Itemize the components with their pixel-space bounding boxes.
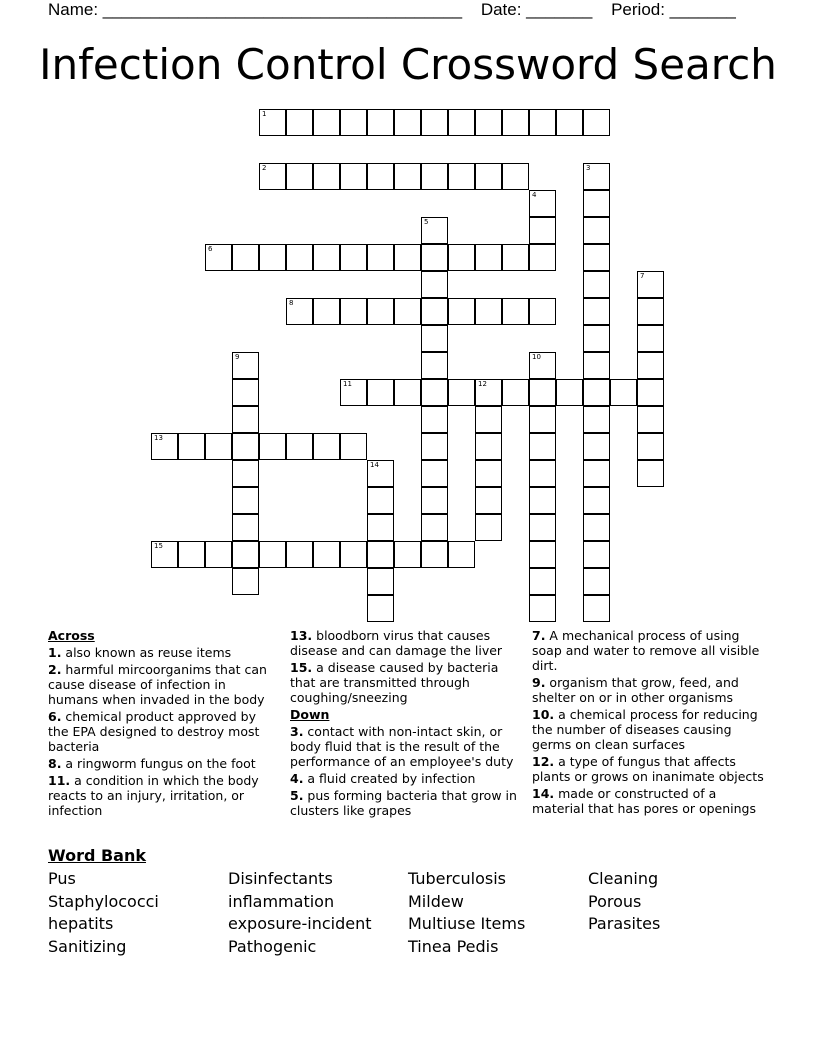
clue-number: 5 bbox=[424, 218, 429, 226]
crossword-cell[interactable] bbox=[583, 190, 610, 217]
crossword-cell[interactable] bbox=[367, 298, 394, 325]
word-bank-column bbox=[48, 868, 228, 958]
crossword-cell[interactable] bbox=[232, 379, 259, 406]
crossword-cell[interactable] bbox=[367, 244, 394, 271]
crossword-cell[interactable] bbox=[529, 541, 556, 568]
word-bank-word: Staphylococci bbox=[48, 891, 159, 911]
word-bank-word: Mildew bbox=[408, 891, 464, 911]
header bbox=[48, 0, 750, 20]
crossword-cell[interactable] bbox=[313, 298, 340, 325]
crossword-cell[interactable] bbox=[394, 244, 421, 271]
crossword-cell[interactable] bbox=[286, 109, 313, 136]
crossword-cell[interactable] bbox=[529, 568, 556, 595]
crossword-cell[interactable] bbox=[421, 244, 448, 271]
crossword-cell[interactable] bbox=[637, 460, 664, 487]
crossword-cell[interactable] bbox=[232, 433, 259, 460]
crossword-cell[interactable] bbox=[475, 406, 502, 433]
crossword-cell[interactable] bbox=[502, 109, 529, 136]
clue-item bbox=[48, 709, 276, 754]
clue-item-text: made or constructed of a material that has pores or openings bbox=[532, 786, 756, 816]
clue-item-text: chemical product approved by the EPA designed to destroy most bacteria bbox=[48, 709, 260, 754]
clue-item bbox=[48, 662, 276, 707]
crossword-cell[interactable] bbox=[232, 487, 259, 514]
clue-item bbox=[290, 660, 518, 705]
word-bank-word: Disinfectants bbox=[228, 869, 333, 888]
crossword-cell[interactable] bbox=[421, 460, 448, 487]
crossword-cell[interactable] bbox=[394, 541, 421, 568]
clue-item bbox=[48, 773, 276, 818]
crossword-cell[interactable] bbox=[583, 568, 610, 595]
crossword-cell[interactable] bbox=[394, 298, 421, 325]
clue-number: 11 bbox=[343, 380, 352, 388]
word-bank-word: exposure-incident bbox=[228, 914, 372, 933]
crossword-cell[interactable] bbox=[421, 109, 448, 136]
clue-item-number: 8. bbox=[48, 756, 62, 771]
crossword-cell[interactable] bbox=[421, 433, 448, 460]
clue-item-text: a chemical process for reducing the number of diseases causing germs on clean surfaces bbox=[532, 707, 758, 752]
clue-item-number: 10. bbox=[532, 707, 555, 722]
crossword-cell[interactable] bbox=[367, 541, 394, 568]
clue-item-text: bloodborn virus that causes disease and can damage the liver bbox=[290, 628, 503, 658]
crossword-cell[interactable] bbox=[421, 298, 448, 325]
clue-item bbox=[532, 754, 772, 784]
down-heading: Down bbox=[290, 707, 330, 722]
crossword-cell[interactable] bbox=[637, 298, 664, 325]
clue-item-number: 2. bbox=[48, 662, 62, 677]
crossword-cell[interactable] bbox=[340, 541, 367, 568]
crossword-cell[interactable] bbox=[448, 163, 475, 190]
crossword-cell[interactable] bbox=[367, 568, 394, 595]
crossword-cell[interactable] bbox=[583, 406, 610, 433]
clue-item-text: a disease caused by bacteria that are transmitted through coughing/sneezing bbox=[290, 660, 499, 705]
clue-number: 4 bbox=[532, 191, 537, 199]
word-bank-word: hepatits bbox=[48, 914, 114, 933]
clues-column-2 bbox=[290, 628, 518, 820]
crossword-cell[interactable] bbox=[151, 541, 178, 568]
crossword-cell[interactable] bbox=[529, 298, 556, 325]
crossword-cell[interactable] bbox=[394, 109, 421, 136]
word-bank-word: Pus bbox=[48, 869, 76, 888]
crossword-cell[interactable] bbox=[340, 433, 367, 460]
clue-number: 12 bbox=[478, 380, 487, 388]
word-bank-column bbox=[408, 868, 588, 958]
crossword-cell[interactable] bbox=[637, 433, 664, 460]
crossword-cell[interactable] bbox=[583, 379, 610, 406]
crossword-cell[interactable] bbox=[286, 163, 313, 190]
crossword-cell[interactable] bbox=[421, 406, 448, 433]
clue-number: 14 bbox=[370, 461, 379, 469]
crossword-cell[interactable] bbox=[421, 514, 448, 541]
crossword-cell[interactable] bbox=[448, 541, 475, 568]
clue-item bbox=[290, 628, 518, 658]
crossword-cell[interactable] bbox=[340, 298, 367, 325]
clue-item-number: 13. bbox=[290, 628, 313, 643]
crossword-cell[interactable] bbox=[583, 217, 610, 244]
crossword-cell[interactable] bbox=[340, 163, 367, 190]
crossword-cell[interactable] bbox=[583, 460, 610, 487]
crossword-cell[interactable] bbox=[529, 379, 556, 406]
crossword-cell[interactable] bbox=[232, 514, 259, 541]
word-bank-word: Cleaning bbox=[588, 869, 659, 888]
crossword-cell[interactable] bbox=[529, 514, 556, 541]
name-field-label[interactable]: Name: ______________________________________ bbox=[48, 0, 463, 19]
crossword-cell[interactable] bbox=[475, 514, 502, 541]
clue-item-text: harmful mircoorganims that can cause disease of infection in humans when invaded in the body bbox=[48, 662, 267, 707]
crossword-cell[interactable] bbox=[583, 271, 610, 298]
crossword-cell[interactable] bbox=[286, 244, 313, 271]
crossword-cell[interactable] bbox=[529, 460, 556, 487]
crossword-cell[interactable] bbox=[529, 406, 556, 433]
clue-number: 10 bbox=[532, 353, 541, 361]
crossword-cell[interactable] bbox=[421, 163, 448, 190]
crossword-cell[interactable] bbox=[448, 109, 475, 136]
clue-number: 15 bbox=[154, 542, 163, 550]
crossword-cell[interactable] bbox=[583, 487, 610, 514]
clue-item-number: 6. bbox=[48, 709, 62, 724]
across-heading: Across bbox=[48, 628, 95, 643]
crossword-cell[interactable] bbox=[205, 433, 232, 460]
crossword-cell[interactable] bbox=[232, 244, 259, 271]
clue-item bbox=[532, 707, 772, 752]
clue-item-text: a ringworm fungus on the foot bbox=[61, 756, 256, 771]
crossword-cell[interactable] bbox=[583, 541, 610, 568]
crossword-cell[interactable] bbox=[313, 109, 340, 136]
crossword-cell[interactable] bbox=[583, 514, 610, 541]
crossword-cell[interactable] bbox=[637, 325, 664, 352]
clue-item bbox=[290, 771, 518, 786]
crossword-cell[interactable] bbox=[529, 487, 556, 514]
crossword-cell[interactable] bbox=[286, 433, 313, 460]
crossword-cell[interactable] bbox=[448, 298, 475, 325]
clue-item-number: 14. bbox=[532, 786, 555, 801]
word-bank-word: Porous bbox=[588, 891, 642, 911]
crossword-cell[interactable] bbox=[367, 595, 394, 622]
crossword-cell[interactable] bbox=[421, 217, 448, 244]
crossword-cell[interactable] bbox=[205, 244, 232, 271]
clue-item-text: also known as reuse items bbox=[61, 645, 232, 660]
crossword-cell[interactable] bbox=[529, 352, 556, 379]
crossword-cell[interactable] bbox=[583, 298, 610, 325]
crossword-cell[interactable] bbox=[421, 541, 448, 568]
clue-item bbox=[290, 788, 518, 818]
word-bank-word: Multiuse Items bbox=[408, 914, 526, 933]
crossword-cell[interactable] bbox=[529, 595, 556, 622]
crossword-cell[interactable] bbox=[313, 433, 340, 460]
crossword-cell[interactable] bbox=[637, 352, 664, 379]
clue-item-number: 9. bbox=[532, 675, 546, 690]
word-bank-column bbox=[588, 868, 768, 936]
crossword-cell[interactable] bbox=[178, 433, 205, 460]
crossword-cell[interactable] bbox=[583, 352, 610, 379]
crossword-cell[interactable] bbox=[421, 271, 448, 298]
crossword-cell[interactable] bbox=[583, 163, 610, 190]
clue-item bbox=[532, 786, 772, 816]
crossword-cell[interactable] bbox=[637, 379, 664, 406]
clue-number: 1 bbox=[262, 110, 267, 118]
clue-number: 9 bbox=[235, 353, 240, 361]
crossword-cell[interactable] bbox=[502, 298, 529, 325]
crossword-cell[interactable] bbox=[529, 244, 556, 271]
crossword-cell[interactable] bbox=[259, 433, 286, 460]
clue-number: 2 bbox=[262, 164, 267, 172]
period-field-label[interactable]: Period: _______ bbox=[611, 0, 736, 19]
crossword-cell[interactable] bbox=[286, 298, 313, 325]
clue-item-text: A mechanical process of using soap and water to remove all visible dirt. bbox=[532, 628, 760, 673]
clue-item-text: pus forming bacteria that grow in clusters like grapes bbox=[290, 788, 517, 818]
crossword-cell[interactable] bbox=[475, 487, 502, 514]
crossword-cell[interactable] bbox=[151, 433, 178, 460]
crossword-cell[interactable] bbox=[475, 244, 502, 271]
crossword-cell[interactable] bbox=[448, 379, 475, 406]
crossword-cell[interactable] bbox=[475, 379, 502, 406]
crossword-cell[interactable] bbox=[583, 433, 610, 460]
word-bank-column bbox=[228, 868, 408, 958]
word-bank-word: Tinea Pedis bbox=[408, 936, 499, 956]
crossword-cell[interactable] bbox=[637, 271, 664, 298]
crossword-cell[interactable] bbox=[232, 460, 259, 487]
crossword-cell[interactable] bbox=[475, 109, 502, 136]
crossword-cell[interactable] bbox=[475, 460, 502, 487]
word-bank-word: Parasites bbox=[588, 914, 661, 933]
page-title: Infection Control Crossword Search bbox=[39, 40, 777, 89]
crossword-cell[interactable] bbox=[259, 109, 286, 136]
clue-item-number: 7. bbox=[532, 628, 546, 643]
crossword-cell[interactable] bbox=[313, 163, 340, 190]
crossword-cell[interactable] bbox=[367, 109, 394, 136]
crossword-cell[interactable] bbox=[367, 379, 394, 406]
crossword-cell[interactable] bbox=[340, 379, 367, 406]
clue-item bbox=[532, 628, 772, 673]
clue-item bbox=[48, 756, 276, 771]
crossword-cell[interactable] bbox=[529, 433, 556, 460]
crossword-cell[interactable] bbox=[448, 244, 475, 271]
word-bank-title: Word Bank bbox=[48, 846, 147, 865]
clue-item bbox=[48, 645, 276, 660]
crossword-cell[interactable] bbox=[421, 325, 448, 352]
crossword-cell[interactable] bbox=[421, 487, 448, 514]
crossword-cell[interactable] bbox=[394, 163, 421, 190]
clue-item-number: 11. bbox=[48, 773, 71, 788]
crossword-cell[interactable] bbox=[421, 352, 448, 379]
clue-item-number: 15. bbox=[290, 660, 313, 675]
clue-item bbox=[290, 724, 518, 769]
crossword-cell[interactable] bbox=[394, 379, 421, 406]
crossword-cell[interactable] bbox=[583, 244, 610, 271]
clue-item-number: 12. bbox=[532, 754, 555, 769]
clue-number: 6 bbox=[208, 245, 213, 253]
crossword-cell[interactable] bbox=[367, 514, 394, 541]
crossword-cell[interactable] bbox=[232, 568, 259, 595]
word-bank-word: Pathogenic bbox=[228, 936, 317, 956]
crossword-cell[interactable] bbox=[259, 244, 286, 271]
clue-item-number: 3. bbox=[290, 724, 304, 739]
crossword-cell[interactable] bbox=[529, 190, 556, 217]
clue-item-text: a fluid created by infection bbox=[303, 771, 476, 786]
crossword-cell[interactable] bbox=[610, 379, 637, 406]
date-field-label[interactable]: Date: _______ bbox=[480, 0, 593, 19]
crossword-cell[interactable] bbox=[232, 541, 259, 568]
crossword-cell[interactable] bbox=[313, 244, 340, 271]
crossword-cell[interactable] bbox=[475, 433, 502, 460]
clue-item-number: 1. bbox=[48, 645, 62, 660]
crossword-cell[interactable] bbox=[232, 352, 259, 379]
clues-column-1 bbox=[48, 628, 276, 820]
crossword-cell[interactable] bbox=[421, 379, 448, 406]
clue-item-text: a condition in which the body reacts to an injury, irritation, or infection bbox=[48, 773, 259, 818]
word-bank-word: inflammation bbox=[228, 891, 335, 911]
crossword-cell[interactable] bbox=[502, 163, 529, 190]
crossword-cell[interactable] bbox=[529, 217, 556, 244]
crossword-cell[interactable] bbox=[313, 541, 340, 568]
crossword-cell[interactable] bbox=[502, 379, 529, 406]
crossword-cell[interactable] bbox=[286, 541, 313, 568]
crossword-cell[interactable] bbox=[340, 244, 367, 271]
word-bank-word: Tuberculosis bbox=[408, 869, 506, 888]
clue-number: 8 bbox=[289, 299, 294, 307]
crossword-cell[interactable] bbox=[367, 163, 394, 190]
crossword-cell[interactable] bbox=[583, 325, 610, 352]
word-bank-word: Sanitizing bbox=[48, 936, 127, 956]
clue-item-number: 5. bbox=[290, 788, 304, 803]
clue-item-text: contact with non-intact skin, or body fluid that is the result of the performance of an employee's duty bbox=[290, 724, 514, 769]
clue-item-text: a type of fungus that affects plants or grows on inanimate objects bbox=[532, 754, 764, 784]
crossword-cell[interactable] bbox=[259, 163, 286, 190]
crossword-cell[interactable] bbox=[637, 406, 664, 433]
crossword-cell[interactable] bbox=[232, 406, 259, 433]
crossword-cell[interactable] bbox=[583, 109, 610, 136]
clue-number: 7 bbox=[640, 272, 645, 280]
crossword-cell[interactable] bbox=[529, 109, 556, 136]
crossword-cell[interactable] bbox=[259, 541, 286, 568]
clue-number: 13 bbox=[154, 434, 163, 442]
crossword-cell[interactable] bbox=[475, 163, 502, 190]
crossword-cell[interactable] bbox=[502, 244, 529, 271]
crossword-cell[interactable] bbox=[205, 541, 232, 568]
clue-item-number: 4. bbox=[290, 771, 304, 786]
clue-item-text: organism that grow, feed, and shelter on or in other organisms bbox=[532, 675, 739, 705]
crossword-cell[interactable] bbox=[583, 595, 610, 622]
crossword-cell[interactable] bbox=[340, 109, 367, 136]
crossword-cell[interactable] bbox=[367, 460, 394, 487]
clue-number: 3 bbox=[586, 164, 591, 172]
crossword-cell[interactable] bbox=[475, 298, 502, 325]
crossword-cell[interactable] bbox=[556, 379, 583, 406]
crossword-cell[interactable] bbox=[556, 109, 583, 136]
clues-column-3 bbox=[532, 628, 772, 818]
crossword-cell[interactable] bbox=[178, 541, 205, 568]
crossword-cell[interactable] bbox=[367, 487, 394, 514]
clue-item bbox=[532, 675, 772, 705]
